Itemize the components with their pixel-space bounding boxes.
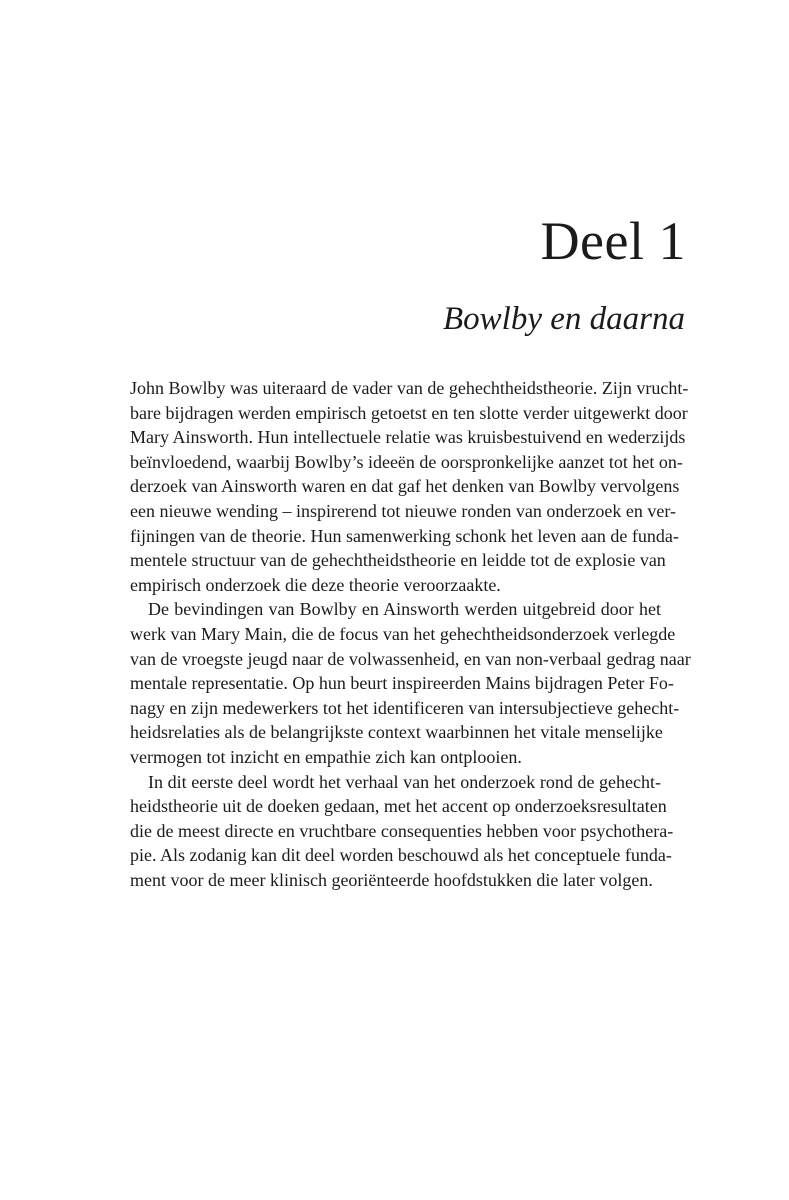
part-subtitle: Bowlby en daarna	[443, 301, 685, 337]
paragraph-3	[130, 770, 674, 893]
text-line: vermogen tot inzicht en empathie zich kan ontplooien.	[130, 746, 522, 767]
text-line: werk van Mary Main, die de focus van het gehechtheidsonderzoek verlegde	[130, 623, 676, 644]
text-line: John Bowlby was uiteraard de vader van de gehechtheidstheorie. Zijn vrucht-	[130, 378, 689, 398]
paragraph-2	[130, 597, 691, 769]
body-text	[130, 376, 691, 892]
text-line: In dit eerste deel wordt het verhaal van het onderzoek rond de gehecht-	[148, 771, 661, 792]
text-line: fijningen van de theorie. Hun samenwerking schonk het leven aan de funda-	[130, 525, 679, 546]
text-line: De bevindingen van Bowlby en Ainsworth werden uitgebreid door het	[148, 599, 661, 620]
part-title: Deel 1	[540, 211, 686, 271]
text-line: ment voor de meer klinisch georiënteerde hoofdstukken die later volgen.	[130, 869, 653, 890]
text-line: beïnvloedend, waarbij Bowlby’s ideeën de oorspronkelijke aanzet tot het on-	[130, 451, 683, 472]
text-line: mentale representatie. Op hun beurt inspireerden Mains bijdragen Peter Fo-	[130, 673, 674, 694]
text-line: heidstheorie uit de doeken gedaan, met het accent op onderzoeksresultaten	[130, 796, 667, 817]
text-line: die de meest directe en vruchtbare consequenties hebben voor psychothera-	[130, 820, 674, 841]
text-line: derzoek van Ainsworth waren en dat gaf het denken van Bowlby vervolgens	[130, 476, 680, 497]
text-line: heidsrelaties als de belangrijkste context waarbinnen het vitale menselijke	[130, 722, 663, 743]
text-line: bare bijdragen werden empirisch getoetst en ten slotte verder uitgewerkt door	[130, 402, 688, 423]
paragraph-1	[130, 376, 689, 597]
text-line: Mary Ainsworth. Hun intellectuele relatie was kruisbestuivend en wederzijds	[130, 427, 686, 448]
text-line: empirisch onderzoek die deze theorie veroorzaakte.	[130, 574, 501, 595]
text-line: pie. Als zodanig kan dit deel worden beschouwd als het conceptuele funda-	[130, 845, 672, 866]
text-line: mentele structuur van de gehechtheidstheorie en leidde tot de explosie van	[130, 550, 666, 571]
text-line: nagy en zijn medewerkers tot het identificeren van intersubjectieve gehecht-	[130, 697, 680, 718]
text-line: een nieuwe wending – inspirerend tot nieuwe ronden van onderzoek en ver-	[130, 500, 676, 521]
text-line: van de vroegste jeugd naar de volwassenheid, en van non-verbaal gedrag naar	[130, 648, 691, 669]
